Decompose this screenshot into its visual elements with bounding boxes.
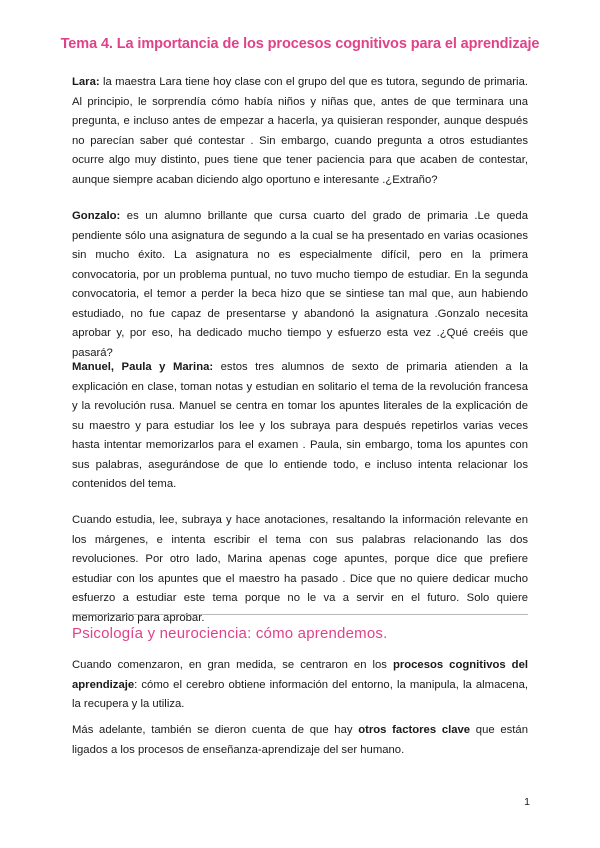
section-p1-before: Cuando comenzaron, en gran medida, se centraron en los [72,659,393,671]
section-paragraph-factors [72,721,528,760]
section-p1-after: : cómo el cerebro obtiene información del entorno, la manipula, la almacena, la recupera y la utiliza. [72,678,528,710]
section-p2-bold: otros factores clave [358,724,471,736]
case-manuel-paragraph [72,358,528,495]
section-p1-bold: procesos cognitivos del aprendizaje [72,659,529,691]
case-gonzalo-text: es un alumno brillante que cursa cuarto del grado de primaria .Le queda pendiente sólo una asignatura de segundo a la cual se ha presentado en varias ocasiones sin mucho éxito. La asignatura no es especialmente difícil, pero en la primera convocatoria, por un problema puntual, no tuvo mucho tiempo de estudiar. En la segunda convocatoria, el temor a perder la beca hizo que se sintiese tan mal que, aun habiendo estudiado, no fue capaz de presentarse y abandonó la asignatura .Gonzalo necesita aprobar y, por eso, ha dedicado mucho tiempo y esfuerzo esta vez .¿Qué creéis que pasará? [72,210,528,359]
case-lara-paragraph [72,73,528,190]
section-p2-before: Más adelante, también se dieron cuenta de que hay [72,724,359,736]
case-lara-name: Lara: [72,76,100,88]
case-lara-text: la maestra Lara tiene hoy clase con el grupo del que es tutora, segundo de primaria. Al principio, le sorprendía cómo había niños y niñas que, antes de que terminara una pregunta, e incluso antes de empezar a hacerla, ya quisieran responder, aunque después no parecían saber qué contestar . Sin embargo, cuando pregunta a otros estudiantes ocurre algo muy distinto, pues tiene que tener paciencia para que acaben de contestar, aunque siempre acaban diciendo algo oportuno e interesante .¿Extraño? [72,76,528,186]
case-manuel-text: estos tres alumnos de sexto de primaria atienden a la explicación en clase, toman notas y estudian en solitario el tema de la revolución francesa y la revolución rusa. Manuel se centra en tomar los apuntes literales de la explicación de su maestro y para estudiar los lee y los subraya para después repetirlos varias veces hasta intentar memorizarlos para el examen . Paula, sin embargo, toma los apuntes con sus palabras, asegurándose de que lo entiende todo, e incluso intenta relacionar los contenidos del tema. [72,361,528,490]
page-title: Tema 4. La importancia de los procesos cognitivos para el aprendizaje [60,36,540,52]
section-title: Psicología y neurociencia: cómo aprendemos. [72,625,388,642]
page-number: 1 [524,796,530,808]
section-divider [72,614,528,615]
case-continuation-paragraph: Cuando estudia, lee, subraya y hace anotaciones, resaltando la información relevante en los márgenes, e intenta escribir el tema con sus palabras relacionando las dos revoluciones. Por otro lado, Marina apenas coge apuntes, porque dice que prefiere estudiar con los apuntes que el maestro ha pasado . Dice que no quiere dedicar mucho esfuerzo a estudiar este tema porque no le va a servir en el futuro. Solo quiere memorizarlo para aprobar. [72,514,528,624]
section-paragraph-processes [72,656,528,715]
case-gonzalo-paragraph [72,207,528,363]
section-p2-after: que están ligados a los procesos de enseñanza-aprendizaje del ser humano. [72,724,528,756]
case-gonzalo-name: Gonzalo: [72,210,121,222]
case-manuel-name: Manuel, Paula y Marina: [72,361,214,373]
